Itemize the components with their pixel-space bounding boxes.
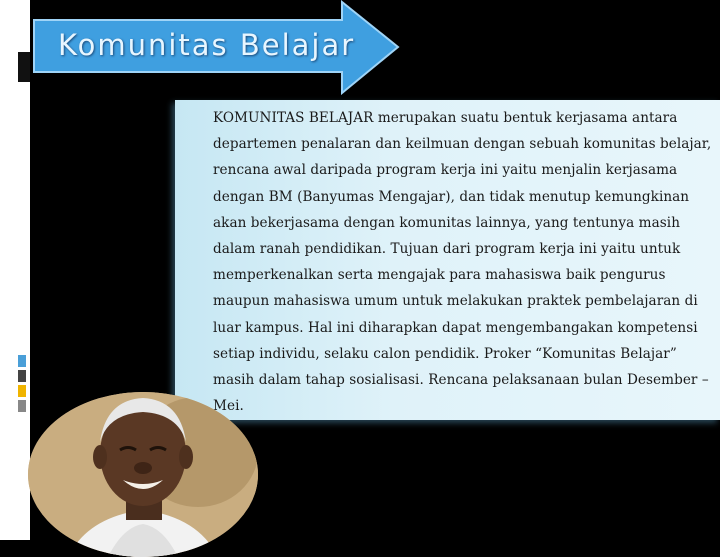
left-accent-strip	[0, 0, 30, 540]
slide-title: Komunitas Belajar	[58, 28, 356, 62]
slide-body	[213, 105, 713, 419]
accent-square	[18, 370, 26, 382]
body-text: merupakan suatu bentuk kerjasama antara departemen penalaran dan keilmuan dengan sebuah komunitas belajar, rencana awal daripada program kerja ini yaitu menjalin kerjasama dengan BM (Banyumas Mengajar), dan tidak menutup kemungkinan akan bekerjasama dengan komunitas lainnya, yang tentunya masih dalam ranah pendidikan. Tujuan dari program kerja ini yaitu untuk memperkenalkan serta mengajak para mahasiswa baik pengurus maupun mahasiswa umum untuk melakukan praktek pembelajaran di luar kampus. Hal ini diharapkan dapat mengembangakan kompetensi setiap individu, selaku calon pendidik. Proker “Komunitas Belajar” masih dalam tahap sosialisasi. Rencana pelaksanaan bulan Desember – Mei.	[213, 110, 712, 415]
accent-bar	[18, 52, 30, 82]
body-lead: KOMUNITAS BELAJAR	[213, 110, 374, 126]
accent-square	[18, 400, 26, 412]
accent-square	[18, 385, 26, 397]
portrait-photo	[28, 392, 258, 557]
accent-square	[18, 355, 26, 367]
